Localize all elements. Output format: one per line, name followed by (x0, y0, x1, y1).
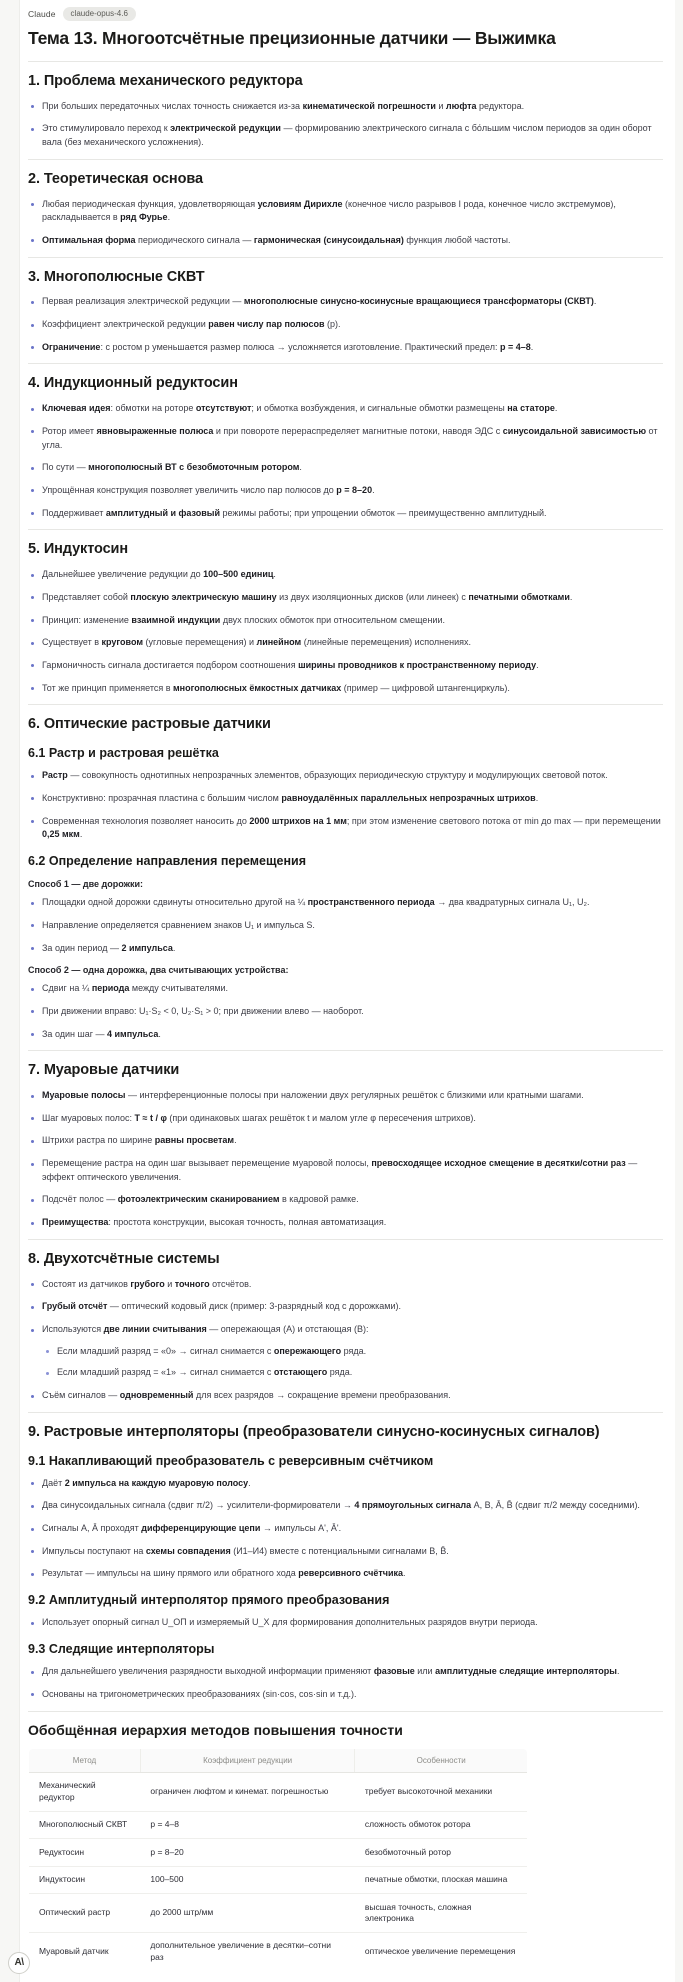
text: : обмотки на роторе (110, 403, 196, 414)
text-strong: 2 импульса (121, 942, 173, 953)
section-heading-5: 5. Индуктосин (28, 541, 129, 558)
section-heading-8: 8. Двухотсчётные системы (28, 1250, 220, 1267)
text: . (167, 212, 171, 223)
subsection-heading-9-1: 9.1 Накапливающий преобразователь с реверсивным счётчиком (28, 1453, 434, 1468)
text-strong: равноудалённых параллельных непрозрачных штрихов (281, 792, 536, 803)
table-row (29, 1894, 528, 1933)
table-row (29, 1866, 528, 1893)
list-item (28, 1028, 663, 1042)
list-item (28, 1499, 663, 1513)
text-strong: точного (174, 1278, 210, 1289)
text: редуктора. (476, 100, 525, 111)
text: За один период — (42, 942, 122, 953)
text: . (403, 1568, 406, 1579)
text: Конструктивно: прозрачная пластина с большим числом (42, 792, 282, 803)
text-strong: реверсивного счётчика (298, 1568, 404, 1579)
text: При больших передаточных числах точность снижается из-за (42, 100, 303, 111)
text: — опережающая (A) и отстающая (B): (206, 1324, 369, 1334)
list-item (28, 234, 663, 248)
cell-method: Многополюсный СКВТ (29, 1811, 141, 1838)
text: Два синусоидальных сигнала (сдвиг π/2) → усилители-формирователи → (42, 1500, 355, 1511)
section-4-list (28, 402, 663, 520)
list-item (28, 1112, 663, 1126)
method-1-list (28, 896, 663, 955)
text: . (234, 1135, 237, 1146)
text: — эффект оптического увеличения. (42, 1158, 638, 1182)
list-item (28, 591, 663, 605)
text-strong: превосходящее исходное смещение в десятки/сотни раз (371, 1158, 626, 1169)
list-item (28, 507, 663, 521)
text: Сдвиг на ¼ (42, 983, 92, 994)
text: . (273, 569, 276, 580)
brand-label: Claude (28, 9, 56, 19)
text-strong: грубого (130, 1278, 165, 1289)
list-item (28, 896, 663, 910)
cell-reduction: до 2000 штр/мм (140, 1894, 354, 1933)
list-item (28, 1005, 663, 1019)
text: Если младший разряд = «1» → сигнал снимается с (57, 1367, 274, 1378)
cell-features: сложность обмоток ротора (355, 1811, 528, 1838)
text: Коэффициент электрической редукции (42, 319, 209, 330)
list-item (28, 1389, 663, 1403)
list-item (28, 1567, 663, 1581)
text-strong: периода (91, 983, 130, 994)
cell-method: Оптический растр (29, 1894, 141, 1933)
text: — оптический кодовый диск (пример: 3-разрядный код с дорожками). (107, 1301, 401, 1312)
divider (28, 61, 663, 62)
text-strong: Растр (42, 770, 68, 781)
column-header-reduction: Коэффициент редукции (140, 1748, 354, 1772)
text: Направление определяется сравнением знаков U₁ и импульса S. (42, 919, 315, 930)
text-strong: Муаровые полосы (42, 1090, 126, 1101)
text-strong: отстающего (273, 1367, 328, 1378)
section-heading-7: 7. Муаровые датчики (28, 1062, 180, 1079)
section-7-list (28, 1089, 663, 1230)
text-strong: условиям Дирихле (257, 198, 343, 209)
list-item (28, 1300, 663, 1314)
cell-method: Муаровый датчик (39, 1946, 109, 1957)
divider (28, 159, 663, 160)
text: ; и обмотка возбуждения, и сигнальные обмотки размещены (251, 403, 508, 414)
subsection-heading-6-1: 6.1 Растр и растровая решётка (28, 746, 219, 761)
text: Ротор имеет (42, 425, 97, 436)
text-strong: фазовые (373, 1666, 415, 1677)
text: функция любой частоты. (403, 234, 511, 245)
text-strong: Ограничение (42, 341, 101, 352)
list-item (28, 1089, 663, 1103)
text: ; при этом изменение светового потока от min до max — при перемещении (346, 815, 661, 826)
text: . (299, 462, 302, 473)
text: Если младший разряд = «0» → сигнал снимается с (57, 1345, 274, 1356)
cell-reduction: дополнительное увеличение в десятки–сотни раз (150, 1940, 331, 1962)
text: . (372, 484, 375, 495)
text: . (554, 403, 558, 414)
divider (28, 704, 663, 705)
text-strong: отсутствуют (195, 403, 252, 414)
cell-method: Редуктосин (29, 1839, 141, 1866)
text: . (593, 296, 597, 307)
text-strong: синусоидальной зависимостью (502, 425, 647, 436)
list-item (28, 1665, 663, 1679)
text-strong: кинематической погрешности (302, 100, 436, 111)
text: от угла. (42, 425, 658, 450)
text-strong: круговом (101, 637, 143, 648)
column-header-features: Особенности (355, 1748, 528, 1772)
text-strong: на статоре (507, 403, 555, 414)
text: За один шаг — (42, 1028, 108, 1039)
text: Перемещение растра на один шаг вызывает перемещение муаровой полосы, (42, 1158, 372, 1169)
text-strong: многополюсный ВТ с безобмоточным ротором (88, 462, 300, 473)
cell-features: высшая точность, сложная электроника (355, 1894, 528, 1933)
text: По сути — (42, 462, 89, 473)
text: (p). (324, 319, 341, 330)
text: При движении вправо: U₁·S₂ < 0, U₂·S₁ > 0; при движении влево — наоборот. (42, 1005, 364, 1016)
text-strong: ряд Фурье (120, 212, 168, 223)
text: → импульсы A', Ā'. (260, 1523, 342, 1534)
summary-table (28, 1748, 528, 1972)
list-item (28, 636, 663, 650)
summary-table-body (29, 1772, 528, 1971)
list-item (28, 919, 663, 933)
list-item (28, 982, 663, 996)
text: A, B, Ā, B̄ (сдвиг π/2 между соседними). (471, 1500, 640, 1511)
cell-features: безобмоточный ротор (355, 1839, 528, 1866)
section-9-1-list (28, 1477, 663, 1581)
list-item (28, 122, 663, 149)
app-header (0, 0, 683, 22)
table-row (29, 1932, 528, 1971)
text: Результат — импульсы на шину прямого или обратного хода (42, 1568, 299, 1579)
text-strong: равны просветам (154, 1135, 235, 1146)
section-heading-4: 4. Индукционный редуктосин (28, 375, 238, 392)
model-badge[interactable]: claude-opus-4.6 (63, 7, 136, 21)
text: или (414, 1666, 436, 1677)
text: Использует опорный сигнал U_ОП и измеряемый U_X для формирования дополнительных разрядов внутри периода. (42, 1617, 538, 1628)
text: . (172, 942, 176, 953)
text-strong: амплитудные следящие интерполяторы (435, 1666, 617, 1677)
list-item (28, 1278, 663, 1292)
section-3-list (28, 295, 663, 354)
divider (28, 257, 663, 258)
subsection-heading-6-2: 6.2 Определение направления перемещения (28, 853, 307, 868)
text-strong: амплитудный и фазовый (105, 507, 221, 518)
table-row (29, 1772, 528, 1811)
text: . (158, 1028, 161, 1039)
text-strong: взаимной индукции (131, 614, 221, 625)
summary-table-head (29, 1748, 528, 1772)
subsection-heading-9-2: 9.2 Амплитудный интерполятор прямого преобразования (28, 1593, 390, 1608)
text: — формированию электрического сигнала с бо́льшим числом периодов за один оборот вала (без механического усложнения). (42, 123, 652, 148)
section-2-list (28, 198, 663, 248)
text-strong: гармоническая (синусоидальная) (253, 234, 404, 245)
section-8-list (28, 1278, 663, 1403)
text-strong: многополюсные синусно-косинусные вращающиеся трансформаторы (СКВТ) (243, 296, 594, 307)
text: Сигналы A, Ā проходят (42, 1523, 142, 1534)
list-item (28, 1216, 663, 1230)
text: из двух изоляционных дисков (или линеек) с (276, 591, 469, 602)
text-strong: 4 прямоугольных сигнала (354, 1500, 472, 1511)
section-heading-1: 1. Проблема механического редуктора (28, 72, 303, 89)
text: . (79, 829, 83, 840)
section-heading-3: 3. Многополюсные СКВТ (28, 268, 205, 285)
text-strong: опережающего (273, 1345, 342, 1356)
text-strong: электрической редукции (170, 123, 281, 134)
subsection-heading-9-3: 9.3 Следящие интерполяторы (28, 1642, 215, 1657)
text: (линейные перемещения) исполнениях. (301, 637, 471, 648)
text: периодического сигнала — (135, 234, 254, 245)
cell-reduction: ограничен люфтом и кинемат. погрешностью (140, 1772, 354, 1811)
text-strong: люфта (445, 100, 477, 111)
table-row (29, 1839, 528, 1866)
list-item (28, 568, 663, 582)
text-strong: Оптимальная форма (42, 234, 136, 245)
method-2-list (28, 982, 663, 1041)
text-strong: равен числу пар полюсов (208, 319, 325, 330)
text-strong: схемы совпадения (145, 1545, 231, 1556)
cell-method: Механический редуктор (29, 1772, 141, 1811)
list-item (28, 1134, 663, 1148)
text: (И1–И4) вместе с потенциальными сигналами B, B̄. (230, 1545, 449, 1556)
divider (28, 1239, 663, 1240)
text-strong: линейном (256, 637, 302, 648)
list-item (28, 659, 663, 673)
summary-table-title: Обобщённая иерархия методов повышения точности (28, 1721, 403, 1738)
text: Первая реализация электрической редукции — (42, 296, 244, 307)
text: Импульсы поступают на (42, 1545, 146, 1556)
text: Это стимулировало переход к (42, 123, 171, 134)
text-strong: печатными обмотками (468, 591, 570, 602)
text-strong: 100–500 единиц (203, 569, 274, 580)
text: Дальнейшее увеличение редукции до (42, 569, 204, 580)
text: : с ростом p уменьшается размер полюса → усложняется изготовление. Практический предел: (100, 341, 500, 352)
list-item (28, 318, 663, 332)
text: Любая периодическая функция, удовлетворяющая (42, 198, 258, 209)
text: — интерференционные полосы при наложении двух регулярных решёток с близкими или кратными шагами. (125, 1090, 584, 1101)
list-item (28, 295, 663, 309)
text: отсчётов. (209, 1278, 252, 1289)
text: Используются (42, 1324, 104, 1334)
text: : простота конструкции, высокая точность, полная автоматизация. (108, 1217, 387, 1228)
text-strong: 4 импульса (107, 1028, 159, 1039)
list-item (28, 682, 663, 696)
text: . (536, 659, 539, 670)
text: (при одинаковых шагах решёток t и малом угле φ пересечения штрихов). (166, 1112, 476, 1123)
text: Для дальнейшего увеличения разрядности выходной информации применяют (42, 1666, 374, 1677)
section-6-1-list (28, 769, 663, 842)
divider (28, 1412, 663, 1413)
text: и (435, 100, 446, 111)
section-heading-9: 9. Растровые интерполяторы (преобразователи синусно-косинусных сигналов) (28, 1423, 600, 1440)
list-item (28, 198, 663, 225)
text: и (164, 1278, 175, 1289)
text: Современная технология позволяет наносить до (42, 815, 250, 826)
list-item (42, 1366, 663, 1380)
cell-reduction: p = 4–8 (140, 1811, 354, 1838)
text: режимы работы; при упрощении обмоток — преимущественно амплитудный. (220, 507, 547, 518)
section-heading-2: 2. Теоретическая основа (28, 170, 203, 187)
section-9-3-list (28, 1665, 663, 1701)
list-item (28, 1688, 663, 1702)
list-item (28, 1545, 663, 1559)
page-title: Тема 13. Многоотсчётные прецизионные датчики — Выжимка (28, 28, 556, 48)
text: Подсчёт полос — (42, 1194, 118, 1205)
text: (пример — цифровой штангенциркуль). (341, 682, 510, 693)
cell-reduction: 100–500 (140, 1866, 354, 1893)
method-2-label: Способ 2 — одна дорожка, два считывающих устройства: (28, 965, 289, 976)
text: Представляет собой (42, 591, 131, 602)
text-strong: пространственного периода (307, 897, 435, 908)
text: Гармоничность сигнала достигается подбором соотношения (42, 659, 299, 670)
text-strong: одновременный (119, 1390, 194, 1401)
text-strong: 0,25 мкм (42, 829, 80, 840)
text-strong: 2 импульса на каждую муаровую полосу (64, 1477, 249, 1488)
list-item (28, 614, 663, 628)
list-item (28, 1323, 663, 1380)
text: Принцип: изменение (42, 614, 132, 625)
text-strong: дифференцирующие цепи (141, 1523, 261, 1534)
text: . (530, 341, 534, 352)
text-strong: Ключевая идея (42, 403, 111, 414)
cell-features: печатные обмотки, плоская машина (355, 1866, 528, 1893)
list-item (28, 461, 663, 475)
text-strong: явновыраженные полюса (96, 425, 214, 436)
text: Тот же принцип применяется в (42, 682, 174, 693)
column-header-method: Метод (29, 1748, 141, 1772)
cell-reduction: p = 8–20 (140, 1839, 354, 1866)
text-strong: две линии считывания (103, 1324, 207, 1334)
section-heading-6: 6. Оптические растровые датчики (28, 716, 271, 733)
list-item (28, 769, 663, 783)
text: Состоят из датчиков (42, 1278, 131, 1289)
right-gutter (675, 0, 683, 1982)
text: Площадки одной дорожки сдвинуты относительно другой на ¼ (42, 897, 308, 908)
text: — совокупность однотипных непрозрачных элементов, образующих периодическую структуру и модулирующих световой поток. (67, 770, 608, 781)
text: Упрощённая конструкция позволяет увеличить число пар полюсов до (42, 484, 337, 495)
text: . (535, 792, 539, 803)
divider (28, 1711, 663, 1712)
list-item (28, 100, 663, 114)
text-strong: 2000 штрихов на 1 мм (249, 815, 347, 826)
left-gutter (0, 0, 20, 1982)
list-item (28, 1616, 663, 1630)
list-item (28, 402, 663, 416)
text: Поддерживает (42, 507, 106, 518)
text-strong: p = 4–8 (499, 341, 531, 352)
text: и при повороте перераспределяет магнитные потоки, наводя ЭДС с (213, 425, 503, 436)
table-row (29, 1811, 528, 1838)
text: между считывателями. (129, 983, 229, 994)
text-strong: плоскую электрическую машину (130, 591, 277, 602)
list-item (42, 1345, 663, 1359)
list-item (28, 1193, 663, 1207)
text-strong: p = 8–20 (336, 484, 373, 495)
list-item (28, 815, 663, 842)
text: (конечное число разрывов I рода, конечное число экстремумов), раскладывается в (42, 198, 616, 223)
section-1-list (28, 100, 663, 150)
cell-features: требует высокоточной механики (355, 1772, 528, 1811)
divider (28, 1050, 663, 1051)
list-item (28, 1522, 663, 1536)
list-item (28, 341, 663, 355)
method-1-label: Способ 1 — две дорожки: (28, 879, 144, 890)
list-item (28, 484, 663, 498)
text: → два квадратурных сигнала U₁, U₂. (434, 897, 590, 908)
cell-features: оптическое увеличение перемещения (364, 1946, 516, 1957)
text: . (248, 1477, 251, 1488)
anthropic-logo-icon (8, 1952, 30, 1974)
list-item (28, 942, 663, 956)
text-strong: фотоэлектрическим сканированием (117, 1194, 280, 1205)
text: . (616, 1666, 620, 1677)
text: (угловые перемещения) и (143, 637, 257, 648)
divider (28, 529, 663, 530)
list-item (28, 425, 663, 452)
text: в кадровой рамке. (279, 1194, 359, 1205)
text-strong: Грубый отсчёт (42, 1301, 108, 1312)
text: Шаг муаровых полос: (42, 1112, 135, 1123)
text: ряда. (327, 1367, 353, 1378)
list-item (28, 1477, 663, 1491)
text: Съём сигналов — (42, 1390, 120, 1401)
text-strong: T ≈ t / φ (134, 1112, 167, 1123)
text-strong: Преимущества (42, 1217, 109, 1228)
section-5-list (28, 568, 663, 695)
divider (28, 363, 663, 364)
table-header-row (29, 1748, 528, 1772)
list-item (28, 1157, 663, 1184)
text: Даёт (42, 1477, 65, 1488)
section-8-sublist (42, 1345, 663, 1380)
text-strong: ширины проводников к пространственному периоду (298, 659, 537, 670)
logo-glyph: A\ (14, 1957, 24, 1969)
text: двух плоских обмоток при относительном смещении. (220, 614, 445, 625)
section-9-2-list (28, 1616, 663, 1630)
list-item (28, 792, 663, 806)
text: Основаны на тригонометрических преобразованиях (sin·cos, cos·sin и т.д.). (42, 1688, 357, 1699)
text: Штрихи растра по ширине (42, 1135, 155, 1146)
text: ряда. (341, 1345, 367, 1356)
text: для всех разрядов → сокращение времени преобразования. (193, 1390, 451, 1401)
text: Существует в (42, 637, 102, 648)
cell-method: Индуктосин (29, 1866, 141, 1893)
text-strong: многополюсных ёмкостных датчиках (173, 682, 342, 693)
text: . (569, 591, 573, 602)
document-body (0, 22, 683, 1982)
